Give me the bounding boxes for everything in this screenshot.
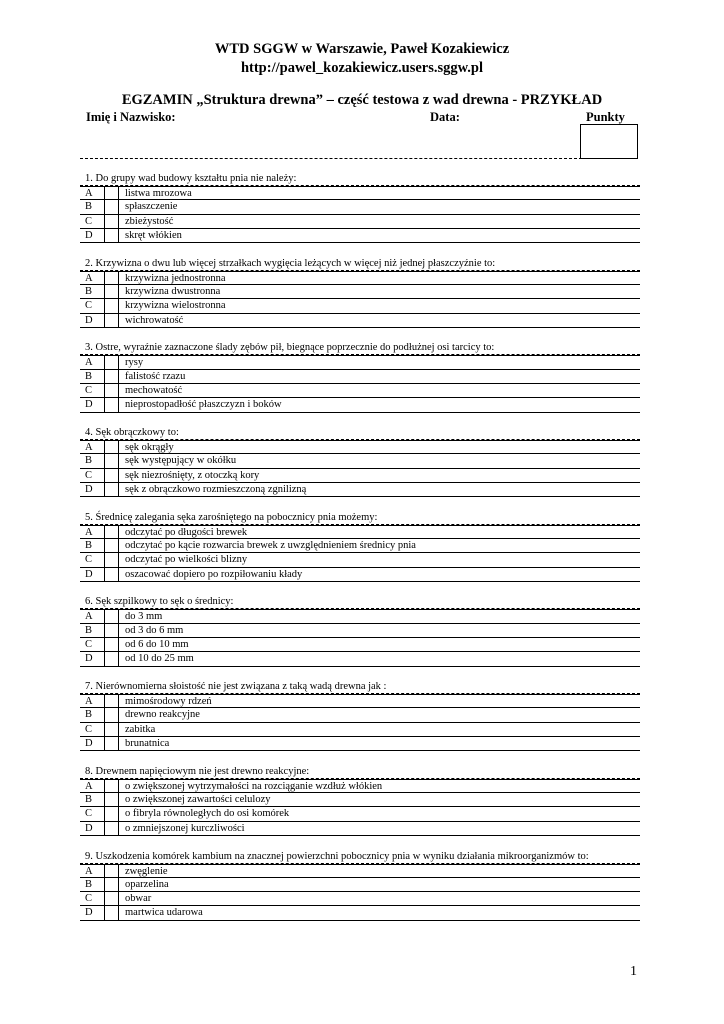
answer-checkbox[interactable] — [104, 610, 119, 624]
question-4 — [80, 426, 640, 511]
answer-text: odczytać po kącie rozwarcia brewek z uwzględnieniem średnicy pnia — [125, 540, 416, 552]
answer-text: zabitka — [125, 723, 156, 735]
answer-checkbox[interactable] — [104, 737, 119, 751]
answer-row — [80, 285, 640, 299]
answer-row — [80, 878, 640, 892]
answer-letter: D — [85, 653, 93, 665]
answer-row — [80, 779, 640, 793]
answer-checkbox[interactable] — [104, 526, 119, 540]
question-list — [80, 172, 640, 934]
answer-row — [80, 440, 640, 454]
answer-row — [80, 723, 640, 737]
answer-text: sęk okrągły — [125, 442, 174, 454]
answer-text: o zwiększonej wytrzymałości na rozciąganie wzdłuż włókien — [125, 780, 383, 792]
answer-checkbox[interactable] — [104, 865, 119, 879]
answer-letter: C — [85, 554, 93, 566]
answer-letter: B — [85, 201, 93, 213]
answer-row — [80, 299, 640, 313]
answer-checkbox[interactable] — [104, 272, 119, 286]
answer-row — [80, 737, 640, 751]
answer-text: odczytać po długości brewek — [125, 526, 248, 538]
answer-row — [80, 822, 640, 836]
question-title: 7. Nierównomierna słoistość nie jest związana z taką wadą drewna jak : — [80, 680, 640, 694]
question-title: 3. Ostre, wyraźnie zaznaczone ślady zębów pił, biegnące poprzecznie do podłużnej osi tarcicy to: — [80, 341, 640, 355]
answer-letter: D — [85, 229, 93, 241]
answer-letter: B — [85, 540, 93, 552]
answer-text: mimośrodowy rdzeń — [125, 696, 212, 708]
answer-row — [80, 609, 640, 623]
answer-text: skręt włókien — [125, 229, 182, 241]
question-title: 2. Krzywizna o dwu lub więcej strzałkach wygięcia leżących w więcej niż jednej płaszczyźnie to: — [80, 257, 640, 271]
answer-letter: B — [85, 370, 93, 382]
name-label: Imię i Nazwisko: — [86, 110, 176, 124]
answer-row — [80, 483, 640, 497]
answer-checkbox[interactable] — [104, 878, 119, 892]
question-8 — [80, 765, 640, 850]
answer-row — [80, 568, 640, 582]
date-label: Data: — [430, 110, 460, 124]
answer-row — [80, 539, 640, 553]
answer-letter: B — [85, 285, 93, 297]
answer-text: brunatnica — [125, 738, 170, 750]
answer-row — [80, 215, 640, 229]
answer-row — [80, 384, 640, 398]
answer-checkbox[interactable] — [104, 568, 119, 582]
answer-letter: B — [85, 455, 93, 467]
answer-checkbox[interactable] — [104, 906, 119, 920]
answer-row — [80, 624, 640, 638]
answer-text: rysy — [125, 357, 144, 369]
answer-text: falistość rzazu — [125, 370, 186, 382]
answer-letter: D — [85, 907, 93, 919]
answer-letter: C — [85, 893, 93, 905]
answer-letter: B — [85, 878, 93, 890]
question-1 — [80, 172, 640, 257]
answer-letter: A — [85, 188, 93, 199]
answer-row — [80, 186, 640, 200]
answer-checkbox[interactable] — [104, 723, 119, 737]
answer-letter: D — [85, 568, 93, 580]
answer-row — [80, 793, 640, 807]
answer-text: spłaszczenie — [125, 201, 178, 213]
answer-letter: D — [85, 822, 93, 834]
answer-checkbox[interactable] — [104, 553, 119, 567]
question-2 — [80, 257, 640, 342]
answer-letter: A — [85, 272, 93, 284]
question-title: 1. Do grupy wad budowy kształtu pnia nie należy: — [80, 172, 640, 186]
answer-row — [80, 398, 640, 412]
answer-text: od 3 do 6 mm — [125, 624, 184, 636]
question-6 — [80, 595, 640, 680]
answer-checkbox[interactable] — [104, 793, 119, 807]
answer-text: krzywizna jednostronna — [125, 272, 226, 284]
answer-letter: B — [85, 709, 93, 721]
answer-checkbox[interactable] — [104, 215, 119, 229]
question-title: 6. Sęk szpilkowy to sęk o średnicy: — [80, 595, 640, 609]
answer-text: sęk występujący w okółku — [125, 455, 237, 467]
name-fill-line[interactable] — [80, 158, 582, 159]
question-5 — [80, 511, 640, 596]
answer-text: o fibryla równoległych do osi komórek — [125, 808, 290, 820]
question-title: 5. Średnicę zalegania sęka zarośniętego na pobocznicy pnia możemy: — [80, 511, 640, 525]
answer-checkbox[interactable] — [104, 708, 119, 722]
answer-checkbox[interactable] — [104, 384, 119, 398]
answer-letter: D — [85, 483, 93, 495]
answer-row — [80, 864, 640, 878]
answer-checkbox[interactable] — [104, 398, 119, 412]
exam-title: EGZAMIN „Struktura drewna” – część testowa z wad drewna - PRZYKŁAD — [121, 92, 603, 108]
answer-text: od 10 do 25 mm — [125, 653, 194, 665]
answer-letter: C — [85, 723, 93, 735]
question-3 — [80, 341, 640, 426]
answer-text: oszacować dopiero po rozpiłowaniu kłady — [125, 568, 303, 580]
answer-letter: A — [85, 526, 93, 538]
answer-row — [80, 370, 640, 384]
answer-text: zbieżystość — [125, 215, 174, 227]
answer-row — [80, 694, 640, 708]
answer-checkbox[interactable] — [104, 624, 119, 638]
answer-checkbox[interactable] — [104, 539, 119, 553]
header-institution: WTD SGGW w Warszawie, Paweł Kozakiewicz — [214, 41, 510, 57]
answer-checkbox[interactable] — [104, 187, 119, 201]
answer-checkbox[interactable] — [104, 892, 119, 906]
answer-row — [80, 469, 640, 483]
question-title: 4. Sęk obrączkowy to: — [80, 426, 640, 440]
answer-row — [80, 200, 640, 214]
answer-checkbox[interactable] — [104, 356, 119, 370]
answer-letter: D — [85, 738, 93, 750]
answer-text: sęk z obrączkowo rozmieszczoną zgnilizną — [125, 483, 307, 495]
page-number: 1 — [630, 964, 637, 979]
answer-row — [80, 229, 640, 243]
answer-row — [80, 525, 640, 539]
answer-row — [80, 271, 640, 285]
answer-checkbox[interactable] — [104, 299, 119, 313]
answer-text: o zwiększonej zawartości celulozy — [125, 794, 271, 806]
answer-checkbox[interactable] — [104, 200, 119, 214]
answer-row — [80, 708, 640, 722]
answer-letter: C — [85, 300, 93, 312]
answer-letter: A — [85, 780, 93, 792]
answer-text: od 6 do 10 mm — [125, 639, 189, 651]
answer-letter: A — [85, 611, 93, 623]
answer-row — [80, 652, 640, 666]
answer-letter: D — [85, 399, 93, 411]
answer-text: wichrowatość — [125, 314, 184, 326]
answer-text: odczytać po wielkości blizny — [125, 554, 248, 566]
answer-text: o zmniejszonej kurczliwości — [125, 822, 245, 834]
answer-text: sęk niezrośnięty, z otoczką kory — [125, 469, 260, 481]
answer-letter: C — [85, 384, 93, 396]
header-url: http://pawel_kozakiewicz.users.sggw.pl — [240, 60, 484, 76]
answer-checkbox[interactable] — [104, 638, 119, 652]
answer-letter: A — [85, 696, 93, 708]
answer-row — [80, 454, 640, 468]
answer-text: mechowatość — [125, 384, 183, 396]
answer-checkbox[interactable] — [104, 652, 119, 666]
points-label: Punkty — [586, 110, 625, 124]
answer-letter: D — [85, 314, 93, 326]
question-title: 9. Uszkodzenia komórek kambium na znacznej powierzchni pobocznicy pnia w wyniku działania mikroorganizmów to: — [80, 850, 640, 864]
answer-text: krzywizna dwustronna — [125, 285, 221, 297]
answer-text: drewno reakcyjne — [125, 709, 200, 721]
answer-row — [80, 638, 640, 652]
answer-letter: A — [85, 865, 93, 877]
answer-checkbox[interactable] — [104, 780, 119, 794]
answer-text: martwica udarowa — [125, 907, 203, 919]
answer-letter: A — [85, 442, 93, 454]
answer-text: krzywizna wielostronna — [125, 300, 226, 312]
answer-checkbox[interactable] — [104, 695, 119, 709]
question-9 — [80, 850, 640, 935]
answer-letter: C — [85, 808, 93, 820]
answer-letter: B — [85, 624, 93, 636]
points-box[interactable] — [580, 124, 638, 159]
answer-letter: A — [85, 357, 93, 369]
answer-letter: C — [85, 639, 93, 651]
answer-checkbox[interactable] — [104, 807, 119, 821]
answer-text: do 3 mm — [125, 611, 163, 623]
question-7 — [80, 680, 640, 765]
answer-checkbox[interactable] — [104, 822, 119, 836]
answer-checkbox[interactable] — [104, 314, 119, 328]
answer-checkbox[interactable] — [104, 469, 119, 483]
answer-row — [80, 553, 640, 567]
answer-row — [80, 906, 640, 920]
answer-row — [80, 314, 640, 328]
answer-letter: C — [85, 215, 93, 227]
answer-text: oparzelina — [125, 878, 169, 890]
question-title: 8. Drewnem napięciowym nie jest drewno reakcyjne: — [80, 765, 640, 779]
answer-checkbox[interactable] — [104, 454, 119, 468]
answer-text: obwar — [125, 893, 152, 905]
answer-checkbox[interactable] — [104, 370, 119, 384]
answer-row — [80, 807, 640, 821]
answer-letter: B — [85, 794, 93, 806]
answer-text: zwęglenie — [125, 865, 168, 877]
answer-row — [80, 892, 640, 906]
answer-text: nieprostopadłość płaszczyzn i boków — [125, 399, 282, 411]
answer-letter: C — [85, 469, 93, 481]
answer-checkbox[interactable] — [104, 483, 119, 497]
answer-checkbox[interactable] — [104, 229, 119, 243]
answer-checkbox[interactable] — [104, 441, 119, 455]
answer-row — [80, 355, 640, 369]
answer-text: listwa mrozowa — [125, 188, 192, 199]
answer-checkbox[interactable] — [104, 285, 119, 299]
